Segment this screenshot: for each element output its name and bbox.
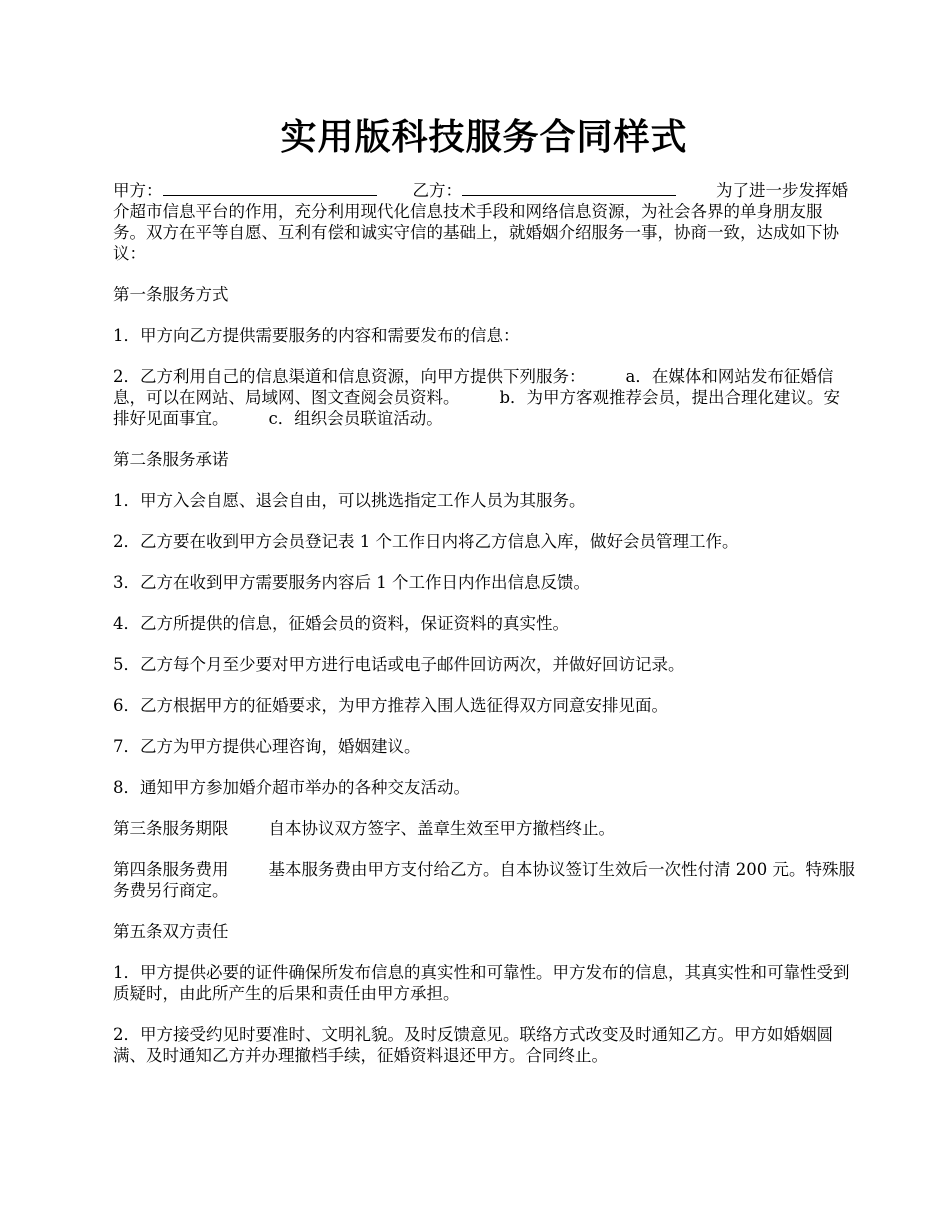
intro-paragraph: [113, 180, 855, 264]
article-1-item-2-b: b．为甲方客观推荐会员，提出合理化建议。安排好见面事宜。: [113, 388, 841, 428]
article-2-item-1: 1．甲方入会自愿、退会自由，可以挑选指定工作人员为其服务。: [113, 491, 586, 510]
party-b-blank: [462, 181, 676, 196]
article-5-heading: 第五条双方责任: [113, 922, 229, 941]
article-5-item-1: 1．甲方提供必要的证件确保所发布信息的真实性和可靠性。甲方发布的信息，其真实性和可靠性受到质疑时，由此所产生的后果和责任由甲方承担。: [113, 963, 850, 1003]
article-2-heading: 第二条服务承诺: [113, 450, 229, 469]
article-2-item-7: 7．乙方为甲方提供心理咨询，婚姻建议。: [113, 737, 421, 756]
article-1-heading: 第一条服务方式: [113, 285, 229, 304]
article-1-item-2-lead: 2．乙方利用自己的信息渠道和信息资源，向甲方提供下列服务：: [113, 367, 586, 386]
article-2-item-3: 3．乙方在收到甲方需要服务内容后 1 个工作日内作出信息反馈。: [113, 573, 590, 592]
party-a-label: 甲方：: [113, 181, 163, 200]
article-2-item-4: 4．乙方所提供的信息，征婚会员的资料，保证资料的真实性。: [113, 614, 569, 633]
article-2-item-5: 5．乙方每个月至少要对甲方进行电话或电子邮件回访两次，并做好回访记录。: [113, 655, 685, 674]
party-b-label: 乙方：: [412, 181, 462, 200]
document-title: 实用版科技服务合同样式: [280, 116, 688, 158]
article-4-heading: 第四条服务费用: [113, 860, 229, 879]
article-2-item-2: 2．乙方要在收到甲方会员登记表 1 个工作日内将乙方信息入库，做好会员管理工作。: [113, 532, 739, 551]
article-5-item-2: 2．甲方接受约见时要准时、文明礼貌。及时反馈意见。联络方式改变及时通知乙方。甲方如婚姻圆满、及时通知乙方并办理撤档手续，征婚资料退还甲方。合同终止。: [113, 1025, 833, 1065]
article-3: [113, 818, 855, 839]
article-1-item-2-a: a．在媒体和网站发布征婚信息，可以在网站、局域网、图文查阅会员资料。: [113, 367, 834, 407]
article-3-text: 自本协议双方签字、盖章生效至甲方撤档终止。: [268, 819, 615, 838]
article-2-item-8: 8．通知甲方参加婚介超市举办的各种交友活动。: [113, 778, 470, 797]
article-4-text: 基本服务费由甲方支付给乙方。自本协议签订生效后一次性付清 200 元。特殊服务费另行商定。: [113, 860, 855, 900]
intro-text: 为了进一步发挥婚介超市信息平台的作用，充分利用现代化信息技术手段和网络信息资源，为社会各界的单身朋友服务。双方在平等自愿、互利有偿和诚实守信的基础上，就婚姻介绍服务一事，协商一致，达成如下协议：: [113, 181, 848, 263]
article-1-item-1: 1．甲方向乙方提供需要服务的内容和需要发布的信息：: [113, 326, 520, 345]
party-a-blank: [163, 181, 377, 196]
article-3-heading: 第三条服务期限: [113, 819, 229, 838]
article-4: [113, 859, 855, 901]
article-1-item-2-c: c．组织会员联谊活动。: [268, 409, 443, 428]
article-2-item-6: 6．乙方根据甲方的征婚要求，为甲方推荐入围人选征得双方同意安排见面。: [113, 696, 668, 715]
article-1-item-2: [113, 366, 855, 429]
